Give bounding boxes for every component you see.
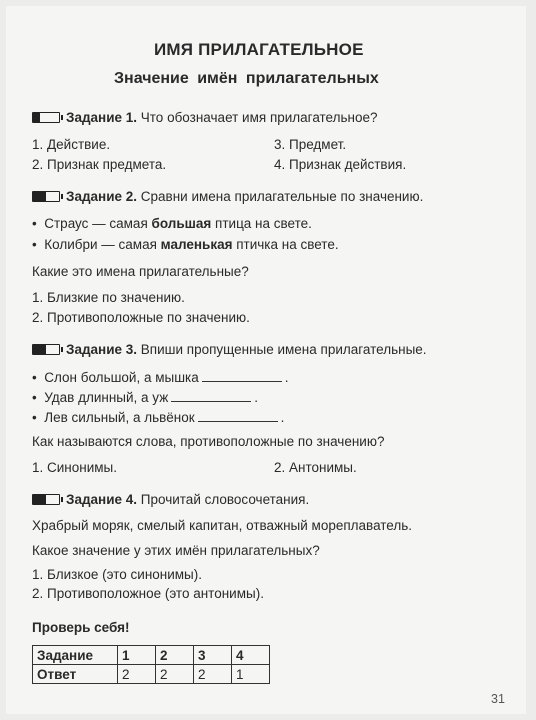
line-end: .: [280, 410, 285, 425]
task1-header: [32, 110, 378, 125]
task3-header: [32, 342, 427, 357]
task1-option-2: 2. Признак предмета.: [32, 157, 167, 172]
task4-label: Задание 4.: [66, 492, 138, 507]
table-row: [33, 646, 270, 665]
task4-question: Какое значение у этих имён прилагательных?: [32, 543, 320, 558]
line-text: Лев сильный, а львёнок: [44, 410, 195, 425]
page-number: 31: [491, 692, 505, 706]
page-title: ИМЯ ПРИЛАГАТЕЛЬНОЕ: [154, 40, 364, 59]
task2-sentence-2: [32, 237, 339, 252]
task1-option-3: 3. Предмет.: [274, 137, 347, 152]
row-label: Задание: [33, 646, 118, 665]
bullet: •: [32, 390, 37, 405]
task3-option-2: 2. Антонимы.: [274, 460, 357, 475]
task4-phrase: Храбрый моряк, смелый капитан, отважный мореплаватель.: [32, 518, 413, 533]
bullet: •: [32, 370, 37, 385]
task3-label: Задание 3.: [66, 342, 138, 357]
answer-cell: 2: [194, 665, 232, 684]
task2-label: Задание 2.: [66, 189, 138, 204]
task-number-cell: 3: [194, 646, 232, 665]
page-subtitle: Значение имён прилагательных: [114, 70, 379, 87]
answer-table: [32, 645, 270, 684]
task-number-cell: 2: [156, 646, 194, 665]
task3-instruction: Впиши пропущенные имена прилагательные.: [140, 342, 427, 357]
difficulty-battery-icon: [32, 494, 60, 505]
line-text: Слон большой, а мышка: [44, 370, 199, 385]
task1-option-4: 4. Признак действия.: [274, 157, 407, 172]
workbook-page: [6, 6, 526, 714]
sentence-bold-word: большая: [151, 216, 212, 231]
bullet: •: [32, 410, 37, 425]
table-row: [33, 665, 270, 684]
sentence-text: Колибри — самая: [44, 237, 161, 252]
answer-cell: 2: [118, 665, 156, 684]
task2-option-1: 1. Близкие по значению.: [32, 290, 185, 305]
line-end: .: [284, 370, 289, 385]
task2-question: Какие это имена прилагательные?: [32, 264, 249, 279]
line-text: Удав длинный, а уж: [44, 390, 169, 405]
task2-sentence-1: [32, 216, 312, 231]
sentence-bold-word: маленькая: [160, 237, 233, 252]
line-end: .: [254, 390, 258, 405]
task3-line-1: [32, 369, 289, 385]
task4-option-1: 1. Близкое (это синонимы).: [32, 567, 203, 582]
task4-instruction: Прочитай словосочетания.: [140, 492, 310, 507]
difficulty-battery-icon: [32, 344, 60, 355]
task1-option-1: 1. Действие.: [32, 137, 111, 152]
task1-question: Что обозначает имя прилагательное?: [140, 110, 378, 125]
answer-blank[interactable]: [202, 369, 282, 382]
task4-option-2: 2. Противоположное (это антонимы).: [32, 586, 264, 601]
sentence-text: птица на свете.: [211, 216, 312, 231]
task-number-cell: 4: [232, 646, 270, 665]
answer-blank[interactable]: [198, 409, 278, 422]
task-number-cell: 1: [118, 646, 156, 665]
task3-line-2: [32, 389, 258, 405]
bullet: •: [32, 216, 37, 231]
answer-cell: 1: [232, 665, 270, 684]
answer-cell: 2: [156, 665, 194, 684]
task1-label: Задание 1.: [66, 110, 138, 125]
difficulty-battery-icon: [32, 112, 60, 123]
task2-header: [32, 189, 423, 204]
sentence-text: Страус — самая: [44, 216, 152, 231]
task3-line-3: [32, 409, 284, 425]
task3-option-1: 1. Синонимы.: [32, 460, 117, 475]
task3-question: Как называются слова, противоположные по значению?: [32, 434, 385, 449]
task4-header: [32, 492, 309, 507]
sentence-text: птичка на свете.: [232, 237, 339, 252]
task2-instruction: Сравни имена прилагательные по значению.: [140, 189, 424, 204]
check-title: Проверь себя!: [32, 620, 130, 635]
bullet: •: [32, 237, 37, 252]
difficulty-battery-icon: [32, 191, 60, 202]
task2-option-2: 2. Противоположные по значению.: [32, 310, 250, 325]
row-label: Ответ: [33, 665, 118, 684]
answer-blank[interactable]: [171, 389, 251, 402]
